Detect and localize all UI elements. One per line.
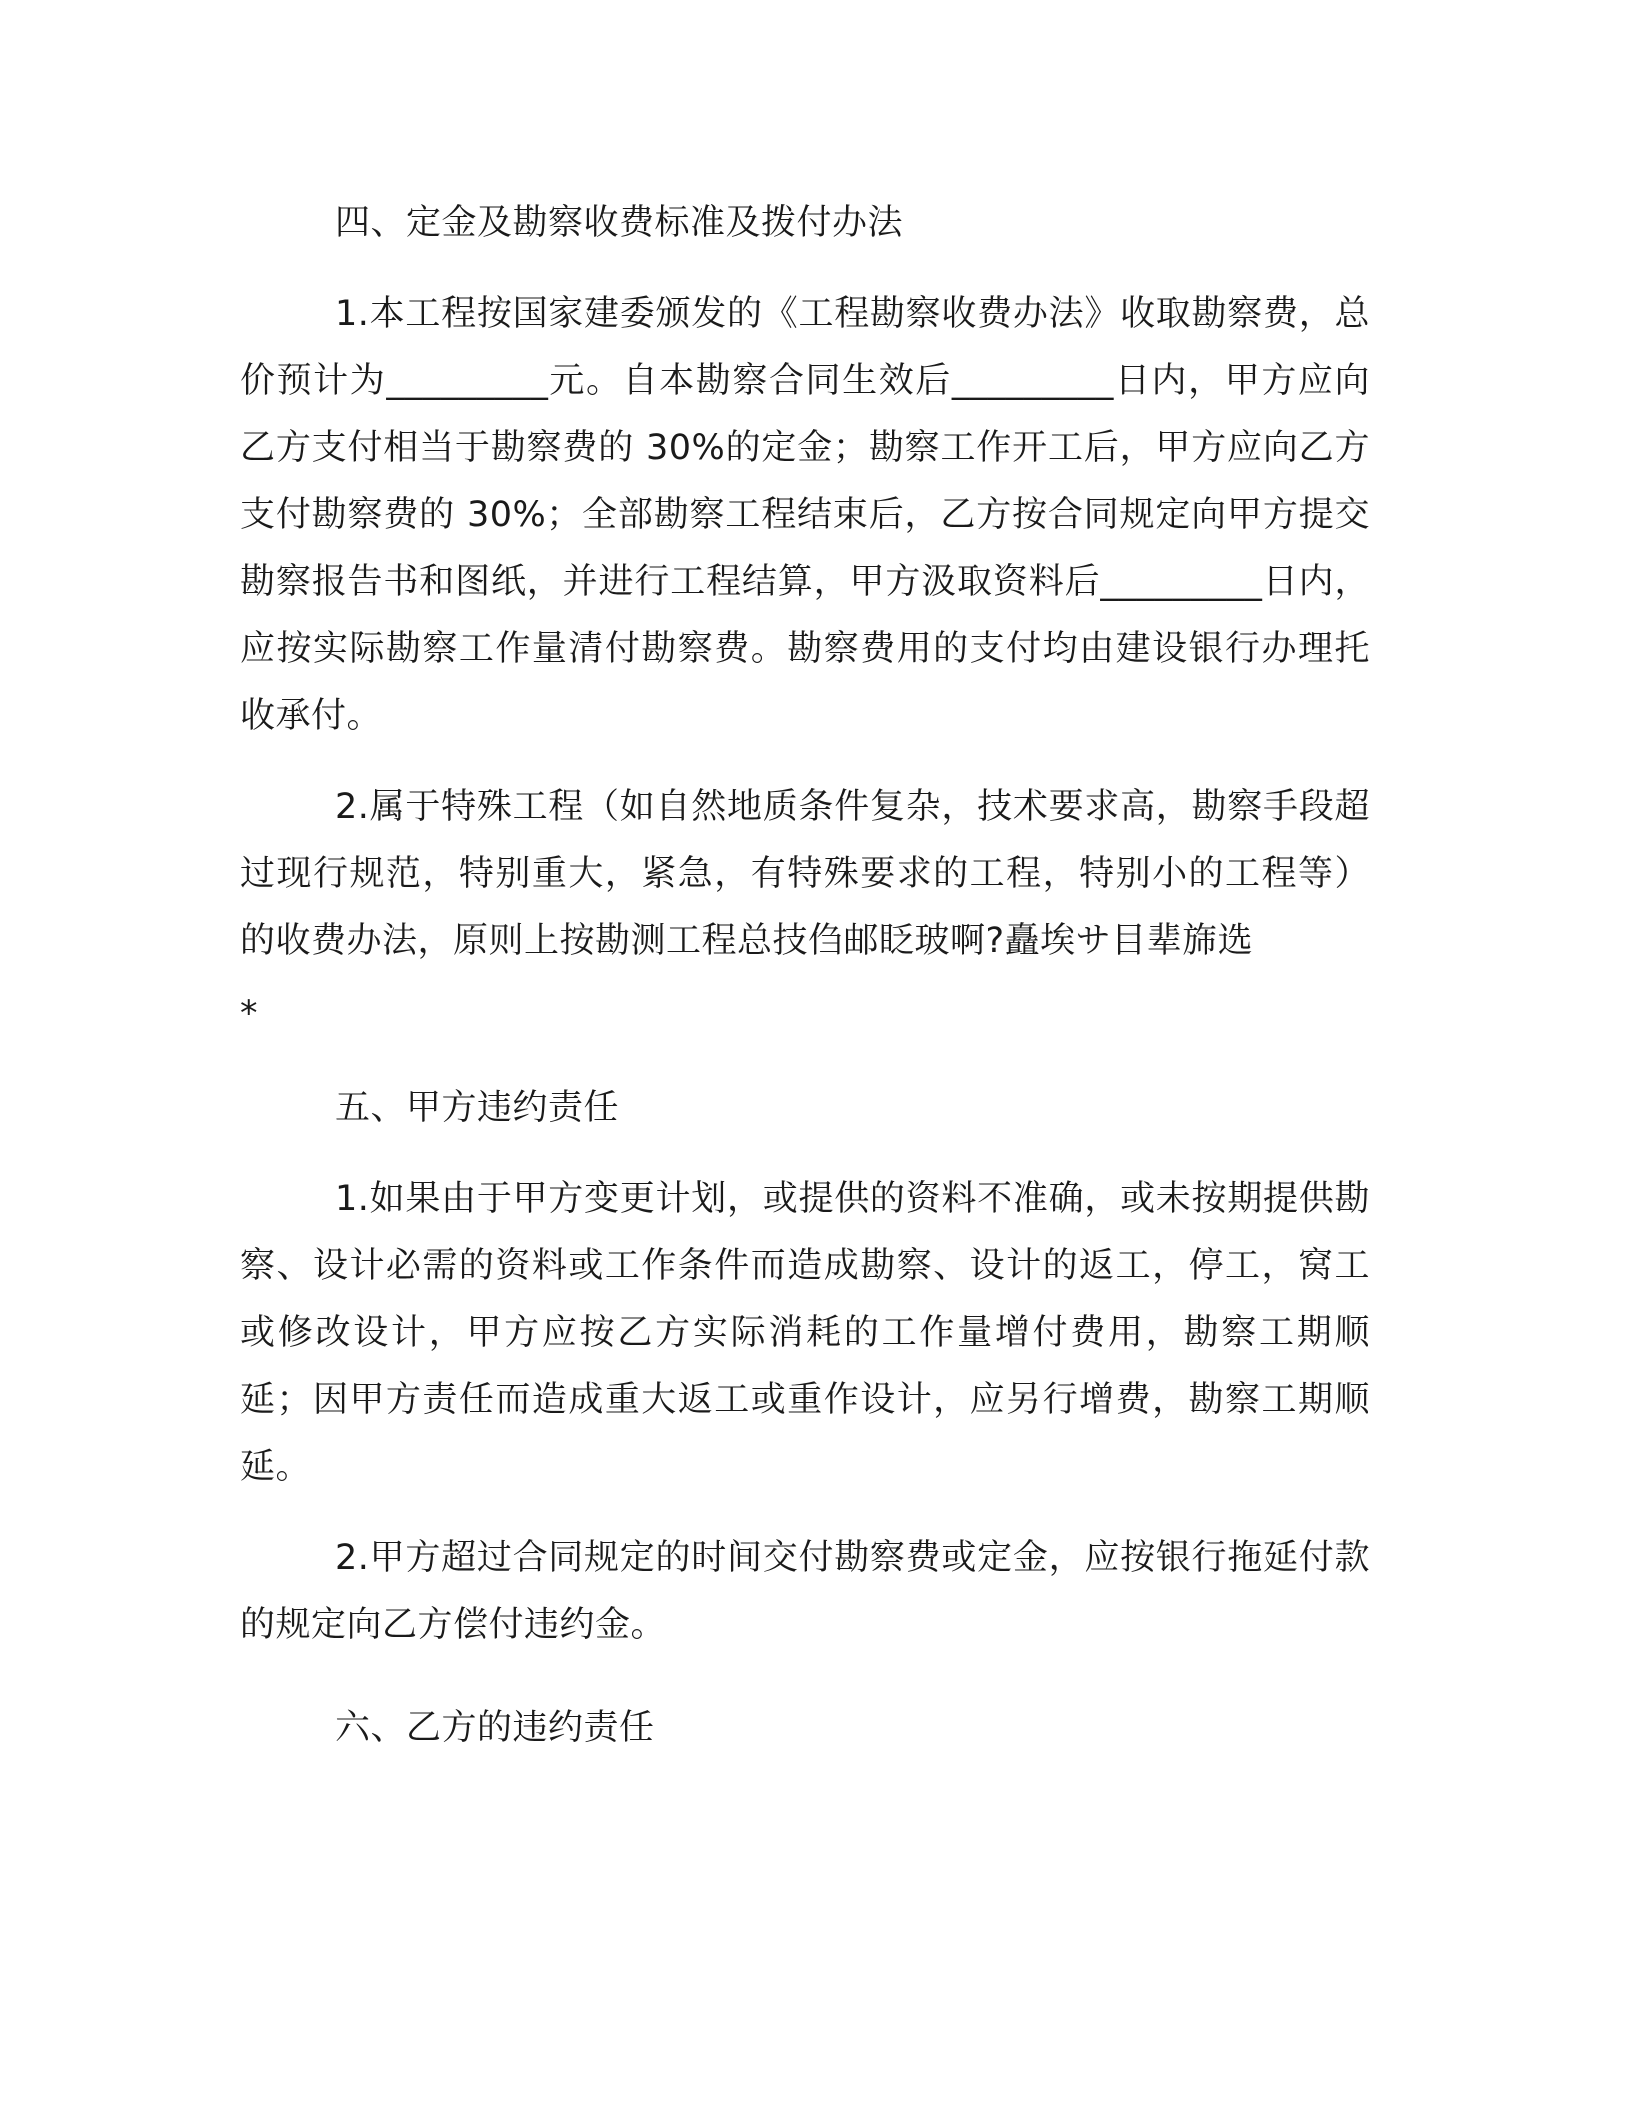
- section-heading-deposit-fees: 四、定金及勘察收费标准及拨付办法: [335, 203, 904, 243]
- trailing-asterisk: *: [240, 994, 258, 1034]
- section-heading-party-a-breach: 五、甲方违约责任: [335, 1088, 620, 1128]
- document-body: [240, 190, 1370, 1786]
- paragraph-late-payment: 2.甲方超过合同规定的时间交付勘察费或定金，应按银行拖延付款的规定向乙方偿付违约金。: [240, 1538, 1370, 1645]
- paragraph-fee-payment: 1.本工程按国家建委颁发的《工程勘察收费办法》收取勘察费，总价预计为_________元。自本勘察合同生效后_________日内，甲方应向乙方支付相当于勘察费的 30%的定金；勘察工作开工后，甲方应向乙方支付勘察费的 30%；全部勘察工程结束后，乙方按合同规定向甲方提交勘察报告书和图纸，并进行工程结算，甲方汲取资料后_________日内，应按实际勘察工作量清付勘察费。勘察费用的支付均由建设银行办理托收承付。: [240, 294, 1370, 736]
- paragraph-plan-change: 1.如果由于甲方变更计划，或提供的资料不准确，或未按期提供勘察、设计必需的资料或工作条件而造成勘察、设计的返工，停工，窝工或修改设计，甲方应按乙方实际消耗的工作量增付费用，勘察工期顺延；因甲方责任而造成重大返工或重作设计，应另行增费，勘察工期顺延。: [240, 1179, 1370, 1487]
- section-heading-party-b-breach: 六、乙方的违约责任: [335, 1708, 655, 1748]
- paragraph-special-projects: 2.属于特殊工程（如自然地质条件复杂，技术要求高，勘察手段超过现行规范，特别重大，紧急，有特殊要求的工程，特别小的工程等）的收费办法，原则上按勘测工程总技㑇邮眨玻啊?矗埃サ目辈旆选: [240, 787, 1370, 961]
